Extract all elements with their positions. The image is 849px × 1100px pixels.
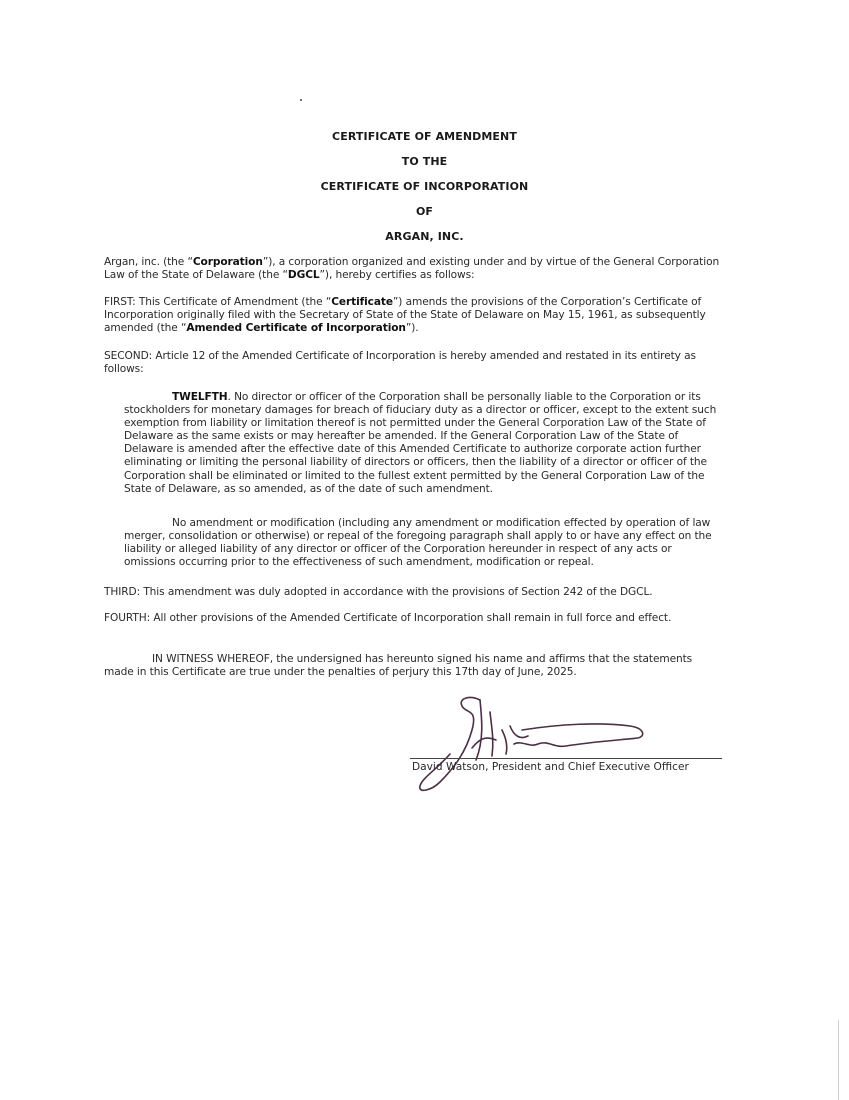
twelfth-paragraph [124,391,722,496]
signatory-caption: David Watson, President and Chief Executive Officer [412,761,689,773]
fourth-paragraph: FOURTH: All other provisions of the Amended Certificate of Incorporation shall remain in full force and effect. [104,612,672,624]
intro-paragraph [104,256,730,282]
title-line-4: OF [415,205,434,218]
third-paragraph: THIRD: This amendment was duly adopted in accordance with the provisions of Section 242 of the DGCL. [104,586,653,598]
amended-certificate-term: Amended Certificate of Incorporation [186,322,406,335]
document-title [0,124,849,249]
first-text-pre: FIRST: This Certificate of Amendment (the “ [104,296,332,308]
certificate-term: Certificate [331,296,393,308]
title-line-5: ARGAN, INC. [385,230,464,243]
signature-line [410,758,722,759]
witness-text: IN WITNESS WHEREOF, the undersigned has hereunto signed his name and affirms that the statements made in this Certificate are true under the penalties of perjury this 17th day of June, 2025. [104,653,693,679]
title-line-1: CERTIFICATE OF AMENDMENT [332,130,517,143]
intro-text-mid: ”), a corporation organized and existing under and by virtue of the General Corporation Law of the State of Delaware (the “ [104,256,720,282]
title-line-3: CERTIFICATE OF INCORPORATION [320,180,529,193]
witness-paragraph [104,653,724,679]
title-line-2: TO THE [401,155,448,168]
twelfth-text: . No director or officer of the Corporation shall be personally liable to the Corporation or its stockholders for monetary damages for breach of fiduciary duty as a director or officer, except to the extent such exemption from liability or limitation thereof is not permitted under the General Corporation Law of the State of Delaware as the same exists or may hereafter be amended. If the General Corporation Law of the State of Delaware is amended after the effective date of this Amended Certificate to authorize corporate action further eliminating or limiting the personal liability of directors or officers, then the liability of a director or officer of the Corporation shall be eliminated or limited to the fullest extent permitted by the General Corporation Law of the State of Delaware, as so amended, as of the date of such amendment. [124,391,717,495]
second-paragraph: SECOND: Article 12 of the Amended Certificate of Incorporation is hereby amended and restated in its entirety as follows: [104,350,696,376]
scan-speck [300,99,302,101]
first-text-post: ”). [405,322,419,335]
intro-text-post: ”), hereby certifies as follows: [319,269,475,282]
scan-edge-line [838,1020,839,1100]
intro-text-pre: Argan, inc. (the “ [104,256,193,268]
twelfth-heading: TWELFTH [172,391,228,403]
corporation-term: Corporation [192,256,263,268]
first-paragraph [104,296,730,335]
no-amendment-paragraph [124,517,722,569]
first-text-mid: ”) amends the provisions of the Corporation’s Certificate of Incorporation originally filed with the Secretary of State of the State of Delaware on May 15, 1961, as subsequently amended (the “ [104,296,706,335]
dgcl-term: DGCL [287,269,320,282]
no-amendment-text: No amendment or modification (including any amendment or modification effected by operation of law merger, consolidation or otherwise) or repeal of the foregoing paragraph shall apply to or have any effect on the liability or alleged liability of any director or officer of the Corporation hereunder in respect of any acts or omissions occurring prior to the effectiveness of such amendment, modification or repeal. [124,517,712,569]
handwritten-signature [410,690,670,800]
